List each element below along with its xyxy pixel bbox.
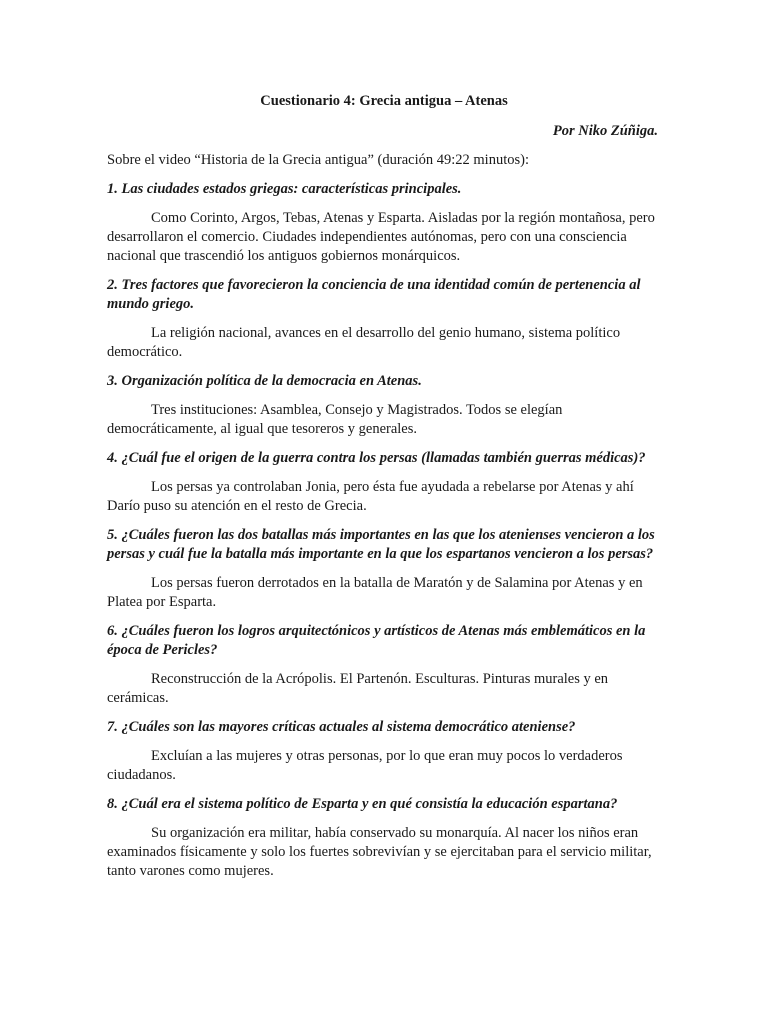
question-3: 3. Organización política de la democracia en Atenas. [107, 373, 422, 389]
page-title: Cuestionario 4: Grecia antigua – Atenas [260, 93, 508, 109]
answer-2: La religión nacional, avances en el desarrollo del genio humano, sistema político democrático. [107, 325, 621, 360]
questions-list [107, 180, 655, 891]
answer-1: Como Corinto, Argos, Tebas, Atenas y Esparta. Aisladas por la región montañosa, pero desarrollaron el comercio. Ciudades independientes autónomas, pero con una consciencia nacional que trascendió los antiguos gobiernos monárquicos. [107, 210, 655, 264]
intro-paragraph: Sobre el video “Historia de la Grecia antigua” (duración 49:22 minutos): [107, 152, 529, 168]
answer-3: Tres instituciones: Asamblea, Consejo y Magistrados. Todos se elegían democráticamente, al igual que tesoreros y generales. [107, 402, 563, 437]
question-5: 5. ¿Cuáles fueron las dos batallas más importantes en las que los atenienses vencieron a los persas y cuál fue la batalla más importante en la que los espartanos vencieron a los persas? [107, 527, 655, 562]
question-7: 7. ¿Cuáles son las mayores críticas actuales al sistema democrático ateniense? [107, 719, 576, 735]
answer-4: Los persas ya controlaban Jonia, pero ésta fue ayudada a rebelarse por Atenas y ahí Darío puso su atención en el resto de Grecia. [107, 479, 634, 514]
author-line: Por Niko Zúñiga. [552, 123, 658, 139]
answer-5: Los persas fueron derrotados en la batalla de Maratón y de Salamina por Atenas y en Platea por Esparta. [107, 575, 643, 610]
question-1: 1. Las ciudades estados griegas: características principales. [107, 181, 462, 197]
answer-6: Reconstrucción de la Acrópolis. El Partenón. Esculturas. Pinturas murales y en cerámicas. [107, 671, 609, 706]
question-6: 6. ¿Cuáles fueron los logros arquitectónicos y artísticos de Atenas más emblemáticos en la época de Pericles? [107, 623, 646, 658]
question-4: 4. ¿Cuál fue el origen de la guerra contra los persas (llamadas también guerras médicas)? [107, 450, 646, 466]
question-2: 2. Tres factores que favorecieron la conciencia de una identidad común de pertenencia al mundo griego. [107, 277, 641, 312]
question-8: 8. ¿Cuál era el sistema político de Esparta y en qué consistía la educación espartana? [107, 796, 618, 812]
answer-8: Su organización era militar, había conservado su monarquía. Al nacer los niños eran examinados físicamente y solo los fuertes sobrevivían y se ejercitaban para el servicio militar, tanto varones como mujeres. [107, 825, 652, 879]
answer-7: Excluían a las mujeres y otras personas, por lo que eran muy pocos lo verdaderos ciudadanos. [107, 748, 623, 783]
